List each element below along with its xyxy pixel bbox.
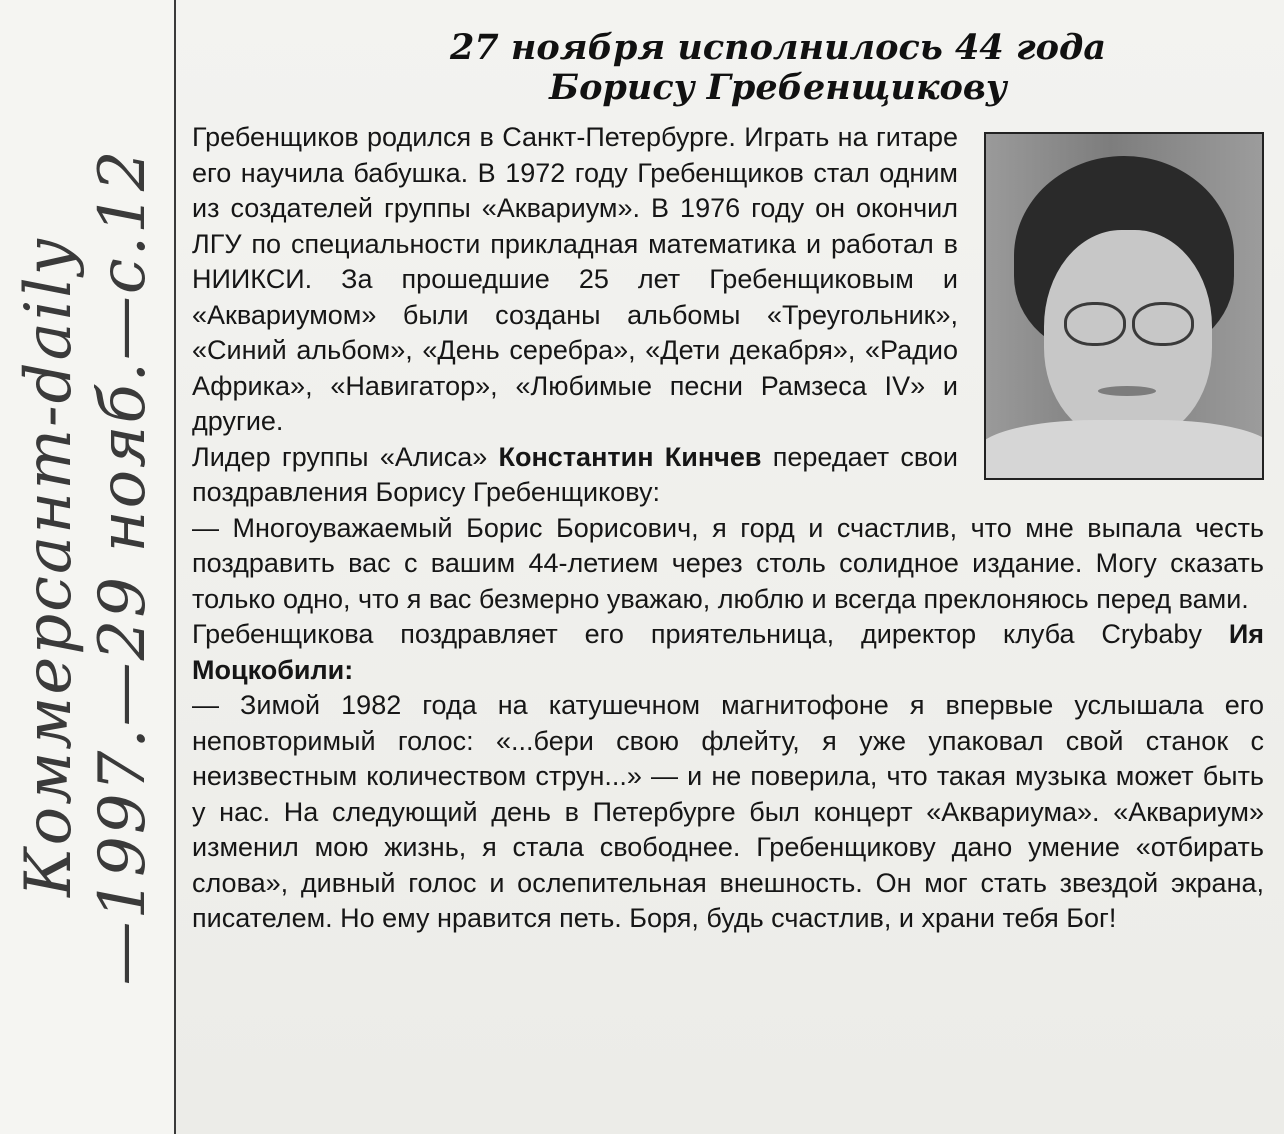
clipping-margin bbox=[0, 0, 174, 1134]
handwritten-source-note bbox=[12, 27, 172, 1107]
bio-paragraph: Гребенщиков родился в Санкт-Петербурге. Играть на гитаре его научила бабушка. В 1972 году Гребенщиков стал одним из создателей группы «Аквариум». В 1976 году он окончил ЛГУ по специальности прикладная математика и работал в НИИКСИ. За прошедшие 25 лет Гребенщиковым и «Аквариумом» были созданы альбомы «Треугольник», «Синий альбом», «День серебра», «Дети декабря», «Радио Африка», «Навигатор», «Любимые песни Рамзеса IV» и другие. bbox=[192, 122, 958, 436]
column-rule bbox=[174, 0, 176, 1134]
portrait-photo bbox=[984, 132, 1264, 480]
iya-name: Ия Моцкобили: bbox=[192, 619, 1264, 685]
kinchev-intro-paragraph: Лидер группы «Алиса» Константин Кинчев передает свои поздравления Борису Гребенщикову: bbox=[192, 441, 958, 507]
kinchev-name: Константин Кинчев bbox=[498, 441, 762, 472]
kinchev-quote-paragraph: — Многоуважаемый Борис Борисович, я горд и счастлив, что мне выпала честь поздравить вас с вашим 44-летием через столь солидное издание. Могу сказать только одно, что я вас безмерно уважаю, люблю и всегда преклоняюсь перед вами. bbox=[192, 512, 1264, 614]
handwritten-line-2: —1997.—29 нояб.—с.12 bbox=[86, 148, 160, 986]
glasses-icon bbox=[1064, 302, 1194, 342]
article bbox=[192, 24, 1264, 1124]
handwritten-line-1: Коммерсант-daily bbox=[12, 237, 86, 897]
headline-line-1: 27 ноября исполнилось 44 года bbox=[449, 27, 1106, 68]
headline bbox=[192, 28, 1264, 108]
headline-line-2: Борису Гребенщикову bbox=[549, 67, 1007, 108]
iya-quote-paragraph: — Зимой 1982 года на катушечном магнитофоне я впервые услышала его неповторимый голос: «...бери свою флейту, я уже упаковал свой станок с неизвестным количеством струн...» — и не поверила, что такая музыка может быть у нас. На следующий день в Петербурге был концерт «Аквариума». «Аквариум» изменил мою жизнь, я стала свободнее. Гребенщикову дано умение «отбирать слова», дивный голос и ослепительная внешность. Он мог стать звездой экрана, писателем. Но ему нравится петь. Боря, будь счастлив, и храни тебя Бог! bbox=[192, 690, 1264, 933]
iya-intro-paragraph: Гребенщикова поздравляет его приятельница, директор клуба Crybaby Ия Моцкобили: bbox=[192, 619, 1264, 685]
